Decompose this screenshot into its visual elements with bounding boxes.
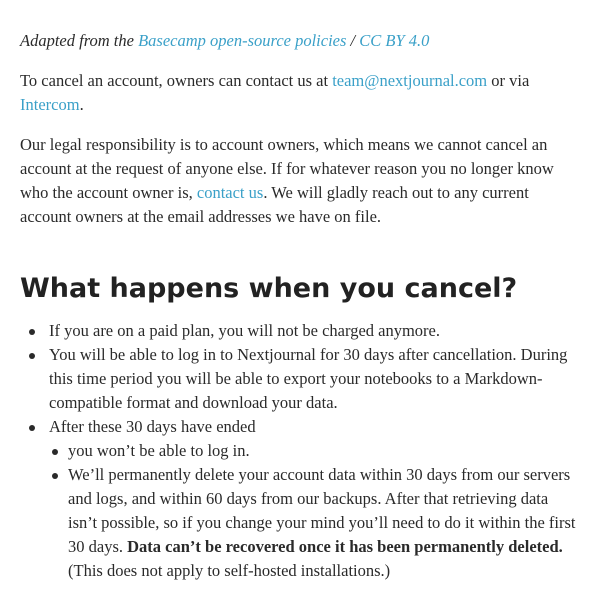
- contact-middle: or via: [487, 71, 530, 90]
- responsibility-paragraph: [20, 133, 580, 229]
- responsibility-prefix: Our legal responsibility is to account owners, which means we cannot cancel an account at the request of anyone else. If for whatever reason you no longer know who the account owner is,: [20, 135, 554, 202]
- list-item: [20, 343, 580, 415]
- contact-paragraph: [20, 69, 580, 117]
- cancel-section-heading: What happens when you cancel?: [20, 273, 518, 304]
- list-item-text: After these 30 days have ended: [49, 417, 256, 436]
- sub-list-item-text: We’ll permanently delete your account data within 30 days from our servers and logs, and within 60 days from our backups. After that retrieving data isn’t possible, so if you change your mind you’ll need to do it within the first 30 days.: [68, 465, 576, 556]
- attribution-prefix: Adapted from the: [20, 31, 139, 50]
- policy-content: [20, 29, 580, 583]
- contact-suffix: .: [79, 95, 84, 114]
- responsibility-suffix: . We will gladly reach out to any current account owners at the email addresses we have on file.: [20, 183, 529, 226]
- sub-list-item: [49, 439, 580, 463]
- self-hosted-note: (This does not apply to self-hosted installations.): [68, 561, 391, 580]
- sub-list-item-text: you won’t be able to log in.: [68, 441, 250, 460]
- list-item-text: If you are on a paid plan, you will not be charged anymore.: [49, 321, 440, 340]
- list-item: [20, 319, 580, 343]
- intercom-link[interactable]: Intercom: [20, 95, 80, 114]
- list-item-text: You will be able to log in to Nextjournal for 30 days after cancellation. During this time period you will be able to export your notebooks to a Markdown-compatible format and download your data.: [49, 345, 568, 412]
- data-deletion-warning: Data can’t be recovered once it has been permanently deleted.: [127, 537, 563, 556]
- attribution-separator: /: [346, 31, 360, 50]
- cc-by-license-link[interactable]: CC BY 4.0: [359, 31, 430, 50]
- contact-prefix: To cancel an account, owners can contact us at: [20, 71, 333, 90]
- bullet-icon: [29, 425, 35, 431]
- list-item: [20, 415, 580, 583]
- sub-list-item: [49, 463, 580, 583]
- team-email-link[interactable]: team@nextjournal.com: [332, 71, 488, 90]
- after-30-days-list: [49, 439, 580, 583]
- bullet-icon: [52, 449, 58, 455]
- bullet-icon: [29, 329, 35, 335]
- bullet-icon: [52, 473, 58, 479]
- attribution-line: [20, 29, 580, 53]
- cancel-consequences-list: [20, 319, 580, 583]
- contact-us-link[interactable]: contact us: [196, 183, 264, 202]
- bullet-icon: [29, 353, 35, 359]
- basecamp-policies-link[interactable]: Basecamp open-source policies: [138, 31, 347, 50]
